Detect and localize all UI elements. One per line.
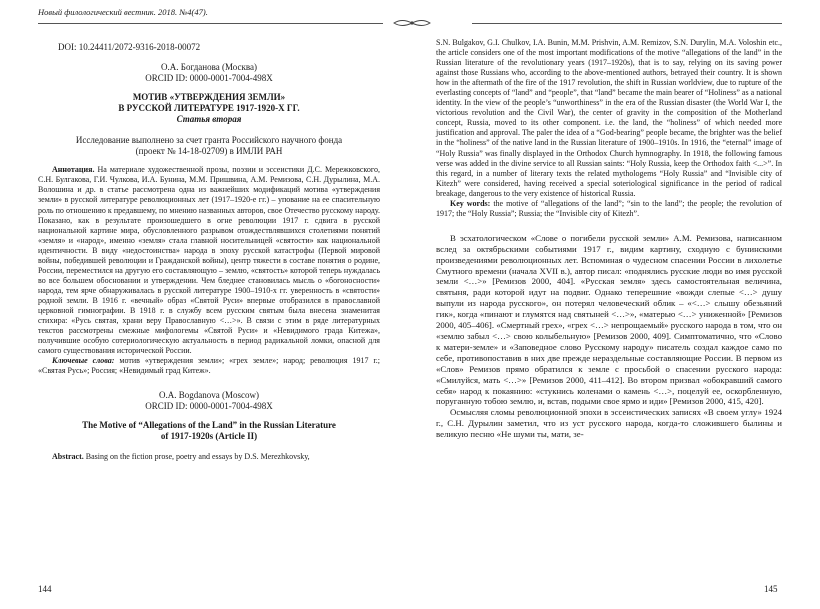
grant-note	[38, 135, 380, 157]
journal-title: Новый филологический вестник. 2018. №4(47).	[38, 7, 208, 17]
page-header	[0, 0, 820, 34]
keywords-en	[436, 199, 782, 219]
keywords-en-label: Key words:	[450, 198, 491, 208]
page-number-left: 144	[38, 584, 52, 594]
header-rule-left	[38, 23, 383, 24]
abstract-en-label: Abstract.	[52, 452, 84, 462]
abstract-en-continued: S.N. Bulgakov, G.I. Chulkov, I.A. Bunin, M.M. Prishvin, A.M. Remizov, S.N. Durylin, M.A. Voloshin etc., the article considers one of the most important modifications of the motive “allegations of the land” in the Russian literature of the revolutionary years (1917–1920s), that is to say, relying on its saving power against those Russians who, according to the above-mentioned authors, betrayed their country. It is shown how in the aftermath of the fire of the 1917 revolution, the shift in Russian worldview, due to rupture of the everlasting concepts of “land” and “people”, that “land” became the main bearer of “Holiness” as a national identity. In the view of the people’s “unworthiness” in the era of the Russian disaster (the World War I, the victorious revolution and the Civil War), the center of gravity in the composition of the Motherland concept, Russia, moved to its other component. i.e. the land, the “holiness” of which needed more justification and approval. The paler the idea of a “God-bearing” people became, the brighter was the belief in the “holiness” of the native land in the Russian literature of 1900–1910s. In 1916, the “eternal” image of “Holy Russia” was finally displayed in the Orthodox Church hymnography. In 1918, the following famous verse was added in the divine service to all Russian saints: “Holy Russia, keep the Orthodox faith <...>”. In this regard, in a number of literary texts the related mythologems “Holy Russia” and “Invisible city of Kitezh” were considered, having received a special soteriological significance in the period of radical breakage, dangerous to the very existence of historical Russia.	[436, 38, 782, 198]
right-column	[436, 38, 782, 440]
header-rule-right	[472, 23, 782, 24]
abstract-en-text: Basing on the fiction prose, poetry and essays by D.S. Merezhkovsky,	[83, 452, 310, 462]
abstract-ru-text: На материале художественной прозы, поэзии и эссеистики Д.С. Мережковского, С.Н. Булгакова, Г.И. Чулкова, И.А. Бунина, М.М. Пришвина, А.М. Ремизова, С.Н. Дурылина, М.А. Волошина и др. в статье рассмотрена одна из важнейших модификаций мотива «утверждения земли» в русской литературе революционных лет (1917–1920-е гг.) – упование на ее спасительную роль по отношению к предавшему, по мнению названных авторов, свое Отечество русскому народу. Показано, как в результате произошедшего в огне революции 1917 г. сдвига в русской национальной картине мира, обусловленного разрывом отождествлявшихся столетиями понятий «земля» и «народ», именно «земля» стала главной носительницей «святости» как национальной идентичности. В виду «недостоинства» народа в эпоху русской катастрофы (Первой мировой войны, победившей революции и Гражданской войны), центр тяжести в составе понятия о родине, России, переместился на другую его составляющую – землю, «святость» которой теперь нуждалась во все большем обосновании и утверждении. Чем бледнее становилась мысль о «богоносности» народа, тем ярче обнаруживалась в русской литературе 1900–1910-х гг. уверенность в «святости» родной земли. В 1916 г. «вечный» образ «Святой Руси» впервые отобразился в православной церковной гимнографии. В 1918 г. в службу всем русским святым была внесена знаменитая стихира: «Русь святая, храни веру Православную <…>». В связи с этим в ряде литературных текстов рассмотрены смежные мифологемы «Святой Руси» и «Невидимого града Китежа», получившие особую сотериологическую актуальность в период радикальной ломки, опасной для самого существования исторической России.	[38, 165, 380, 356]
body-paragraph-1: В эсхатологическом «Слове о погибели русской земли» А.М. Ремизова, написанном вслед за октябрьскими событиями 1917 г., видим картину, сходную с бунинскими произведениями революционных лет. Вспоминая о чудесном спасении России в лихолетье Смутного времени (начала XVII в.), автор писал: «поднялись русские люди во имя русской земли <…>» [Ремизов 2000, 404]. «Русская земля» здесь самостоятельная величина, святыня, ради которой идут на подвиг. Однако теперешние «вожди слепые <…> душу выпули из народа русского», он потерял человеческий облик – «<…> слышу обезьяний гик», когда «пинают и глумятся над святыней <…>», «матерью <…> униженной» [Ремизов 2000, 405–406]. «Смертный грех», «грех <…> непрощаемый» русского народа в том, что он «землю забыл <…> свою колыбельную» [Ремизов 2000, 409]. Симптоматично, что «Слово к матери-земле» и «Заповедное слово Русскому народу» писатель создал каждое само по себе, противопоставив в них две прежде нераздельные составляющие России. В первом из «Слов» Ремизов прямо обратился к земле с просьбой о спасении русского народа: «Смилуйся, мать <…>» [Ремизов 2000, 411–412]. Во втором призвал «обокравший самого себя» народ к покаянию: «стукнись коленами о камень <…>, поцелуй ее, оскорбленную, поруганную тобою землю, и, встав, подыми свое ярмо и иди» [Ремизов 2000, 415, 420].	[436, 232, 782, 407]
title-en-line-1: The Motive of “Allegations of the Land” in the Russian Literature	[82, 420, 336, 431]
keywords-ru-label: Ключевые слова:	[52, 356, 115, 366]
author-en: O.A. Bogdanova (Moscow)	[159, 390, 259, 401]
abstract-ru	[38, 165, 380, 356]
body-paragraph-2: Осмысляя сломы революционной эпохи в эссеистических записях «В своем углу» 1924 г., С.Н. Дурылин заметил, что из уст русского народа, когда-то сложившего былины и великую песню «Не шуми ты, мати, зе-	[436, 407, 782, 440]
grant-line-2: (проект № 14-18-02709) в ИМЛИ РАН	[135, 146, 283, 157]
abstract-ru-label: Аннотация.	[52, 165, 95, 175]
title-ru-line-2: В РУССКОЙ ЛИТЕРАТУРЕ 1917-1920-Х ГГ.	[118, 103, 300, 114]
title-ru-line-1: МОТИВ «УТВЕРЖДЕНИЯ ЗЕМЛИ»	[132, 92, 286, 103]
abstract-en-start	[38, 452, 380, 462]
keywords-ru-text: мотив «утверждения земли»; «грех земле»; народ; революция 1917 г.; «Святая Русь»; Россия; «Невидимый град Китеж».	[38, 356, 380, 376]
subtitle-ru: Статья вторая	[176, 114, 242, 125]
ornament-icon	[392, 18, 432, 28]
left-column	[38, 36, 380, 462]
page-number-right: 145	[764, 584, 778, 594]
orcid-en: ORCID ID: 0000-0001-7004-498X	[145, 401, 273, 412]
author-ru: О.А. Богданова (Москва)	[161, 62, 257, 73]
doi: DOI: 10.24411/2072-9316-2018-00072	[58, 42, 201, 52]
keywords-ru	[38, 356, 380, 376]
keywords-en-text: the motive of “allegations of the land”; “sin to the land”; the people; the revolution of 1917; the “Holy Russia”; Russia; the “Invisible city of Kitezh”.	[436, 198, 783, 218]
orcid-ru: ORCID ID: 0000-0001-7004-498X	[145, 73, 273, 84]
title-en-line-2: of 1917-1920s (Article II)	[160, 431, 258, 442]
grant-line-1: Исследование выполнено за счет гранта Российского научного фонда	[75, 135, 343, 146]
